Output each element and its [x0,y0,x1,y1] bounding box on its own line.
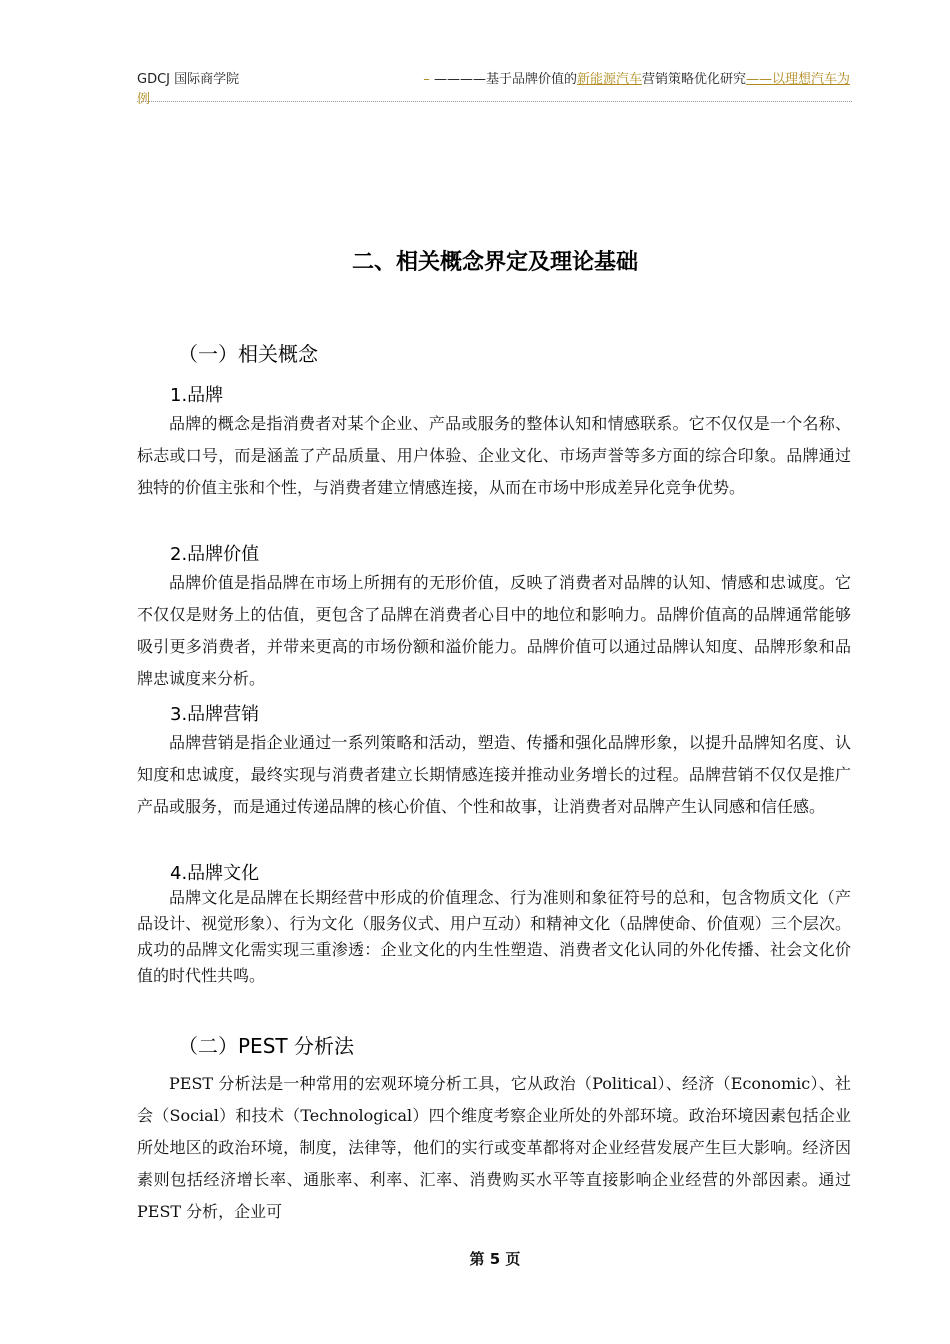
header-paper-title [423,68,850,87]
section-heading-concepts: （一）相关概念 [178,342,318,366]
paragraph-brand: 品牌的概念是指消费者对某个企业、产品或服务的整体认知和情感联系。它不仅仅是一个名称、标志或口号，而是涵盖了产品质量、用户体验、企业文化、市场声誉等多方面的综合印象。品牌通过独特的价值主张和个性，与消费者建立情感连接，从而在市场中形成差异化竞争优势。 [137,414,851,497]
page-number: 第 5 页 [469,1250,521,1268]
header-title-highlight: 新能源汽车 [576,72,642,87]
header-school-name: GDCJ 国际商学院 [137,72,240,87]
paragraph-brand-value: 品牌价值是指品牌在市场上所拥有的无形价值，反映了消费者对品牌的认知、情感和忠诚度。它不仅仅是财务上的估值，更包含了品牌在消费者心目中的地位和影响力。品牌价值高的品牌通常能够吸引更多消费者，并带来更高的市场份额和溢价能力。品牌价值可以通过品牌认知度、品牌形象和品牌忠诚度来分析。 [137,573,851,688]
paragraph-brand-culture: 品牌文化是品牌在长期经营中形成的价值理念、行为准则和象征符号的总和，包含物质文化（产品设计、视觉形象）、行为文化（服务仪式、用户互动）和精神文化（品牌使命、价值观）三个层次。成功的品牌文化需实现三重渗透：企业文化的内生性塑造、消费者文化认同的外化传播、社会文化价值的时代性共鸣。 [137,888,851,985]
subheading-brand-value: 2.品牌价值 [170,544,260,565]
header-divider [137,101,852,102]
subheading-brand-culture: 4.品牌文化 [170,863,260,884]
header-title-prefix: ————基于品牌价值的 [433,72,577,87]
paragraph-brand-marketing: 品牌营销是指企业通过一系列策略和活动，塑造、传播和强化品牌形象，以提升品牌知名度、认知度和忠诚度，最终实现与消费者建立长期情感连接并推动业务增长的过程。品牌营销不仅仅是推广产品或服务，而是通过传递品牌的核心价值、个性和故事，让消费者对品牌产生认同感和信任感。 [137,733,851,816]
header-dash: – [423,72,430,87]
header-title-mid: 营销策略优化研究 [641,72,746,87]
header-title-continuation: 例 [137,92,151,107]
section-heading-pest: （二）PEST 分析法 [178,1034,354,1058]
chapter-title: 二、相关概念界定及理论基础 [351,250,638,275]
paragraph-pest: PEST 分析法是一种常用的宏观环境分析工具，它从政治（Political）、经济（Economic）、社会（Social）和技术（Technological）四个维度考察企业所处的外部环境。政治环境因素包括企业所处地区的政治环境，制度，法律等，他们的实行或变革都将对企业经营发展产生巨大影响。经济因素则包括经济增长率、通胀率、利率、汇率、消费购买水平等直接影响企业经营的外部因素。通过 PEST 分析，企业可 [137,1074,851,1221]
subheading-brand-marketing: 3.品牌营销 [170,704,260,725]
subheading-brand: 1.品牌 [170,385,224,406]
header-title-tail: ——以理想汽车为 [745,72,850,87]
